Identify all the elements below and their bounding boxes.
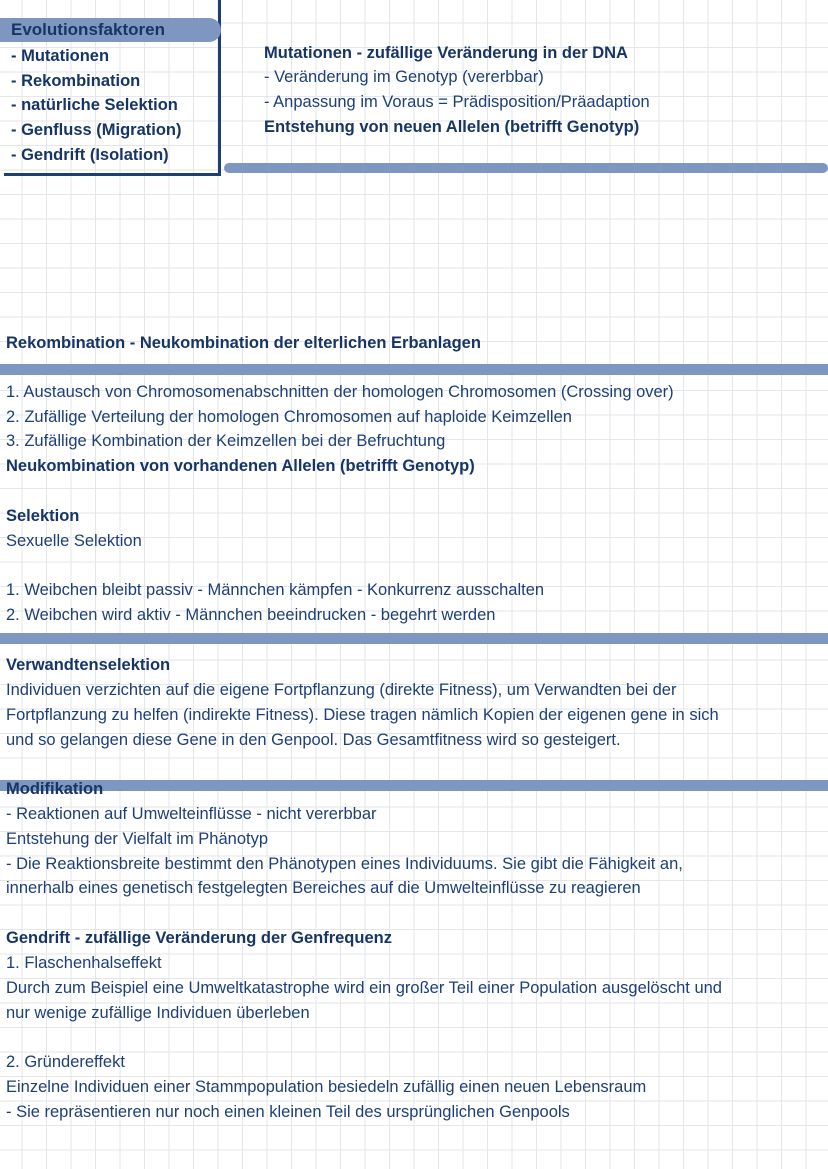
rekombination-heading: Rekombination - Neukombination der elterlichen Erbanlagen — [6, 334, 481, 352]
box-item: - Mutationen — [11, 47, 110, 65]
section-divider — [0, 633, 828, 644]
selektion-line: 1. Weibchen bleibt passiv - Männchen kämpfen - Konkurrenz ausschalten — [6, 581, 545, 599]
section-divider — [224, 163, 828, 173]
modifikation-line: - Reaktionen auf Umwelteinflüsse - nicht vererbbar — [6, 805, 377, 823]
modifikation-line: Entstehung der Vielfalt im Phänotyp — [6, 830, 269, 848]
rekombination-line: 3. Zufällige Kombination der Keimzellen bei der Befruchtung — [6, 432, 446, 450]
selektion-line: 2. Weibchen wird aktiv - Männchen beeindrucken - begehrt werden — [6, 606, 496, 624]
selektion-heading: Selektion — [6, 507, 80, 525]
box-item: - natürliche Selektion — [11, 96, 178, 114]
rekombination-conclusion: Neukombination von vorhandenen Allelen (betrifft Genotyp) — [6, 457, 475, 475]
gendrift-line: nur wenige zufällige Individuen überleben — [6, 1004, 310, 1022]
verwandtenselektion-line: Individuen verzichten auf die eigene Fortpflanzung (direkte Fitness), um Verwandten bei der — [6, 681, 677, 699]
section-divider — [0, 780, 828, 791]
mutationen-line: - Anpassung im Voraus = Prädisposition/Präadaption — [264, 93, 650, 111]
verwandtenselektion-line: und so gelangen diese Gene in den Genpool. Das Gesamtfitness wird so gesteigert. — [6, 731, 621, 749]
box-item: - Rekombination — [11, 72, 141, 90]
gendrift-line: Durch zum Beispiel eine Umweltkatastrophe wird ein großer Teil einer Population ausgelöscht und — [6, 979, 722, 997]
box-title: Evolutionsfaktoren — [11, 20, 165, 39]
gendrift-heading: Gendrift - zufällige Veränderung der Genfrequenz — [6, 929, 392, 947]
box-item: - Genfluss (Migration) — [11, 121, 182, 139]
mutationen-line: - Veränderung im Genotyp (vererbbar) — [264, 68, 544, 86]
selektion-subheading: Sexuelle Selektion — [6, 532, 142, 550]
gendrift-line: 1. Flaschenhalseffekt — [6, 954, 162, 972]
gendrift-line: Einzelne Individuen einer Stammpopulation besiedeln zufällig einen neuen Lebensraum — [6, 1078, 647, 1096]
rekombination-line: 1. Austausch von Chromosomenabschnitten der homologen Chromosomen (Crossing over) — [6, 383, 674, 401]
modifikation-heading: Modifikation — [6, 780, 104, 798]
modifikation-line: - Die Reaktionsbreite bestimmt den Phänotypen eines Individuums. Sie gibt die Fähigkeit an, — [6, 855, 683, 873]
verwandtenselektion-line: Fortpflanzung zu helfen (indirekte Fitness). Diese tragen nämlich Kopien der eigenen gene in sich — [6, 706, 719, 724]
rekombination-line: 2. Zufällige Verteilung der homologen Chromosomen auf haploide Keimzellen — [6, 408, 572, 426]
mutationen-conclusion: Entstehung von neuen Allelen (betrifft Genotyp) — [264, 118, 640, 136]
box-item: - Gendrift (Isolation) — [11, 146, 169, 164]
section-divider — [0, 364, 828, 375]
gendrift-line: 2. Gründereffekt — [6, 1053, 125, 1071]
gendrift-line: - Sie repräsentieren nur noch einen kleinen Teil des ursprünglichen Genpools — [6, 1103, 570, 1121]
verwandtenselektion-heading: Verwandtenselektion — [6, 656, 171, 674]
mutationen-heading: Mutationen - zufällige Veränderung in der DNA — [264, 44, 628, 62]
modifikation-line: innerhalb eines genetisch festgelegten Bereiches auf die Umwelteinflüsse zu reagieren — [6, 879, 641, 897]
